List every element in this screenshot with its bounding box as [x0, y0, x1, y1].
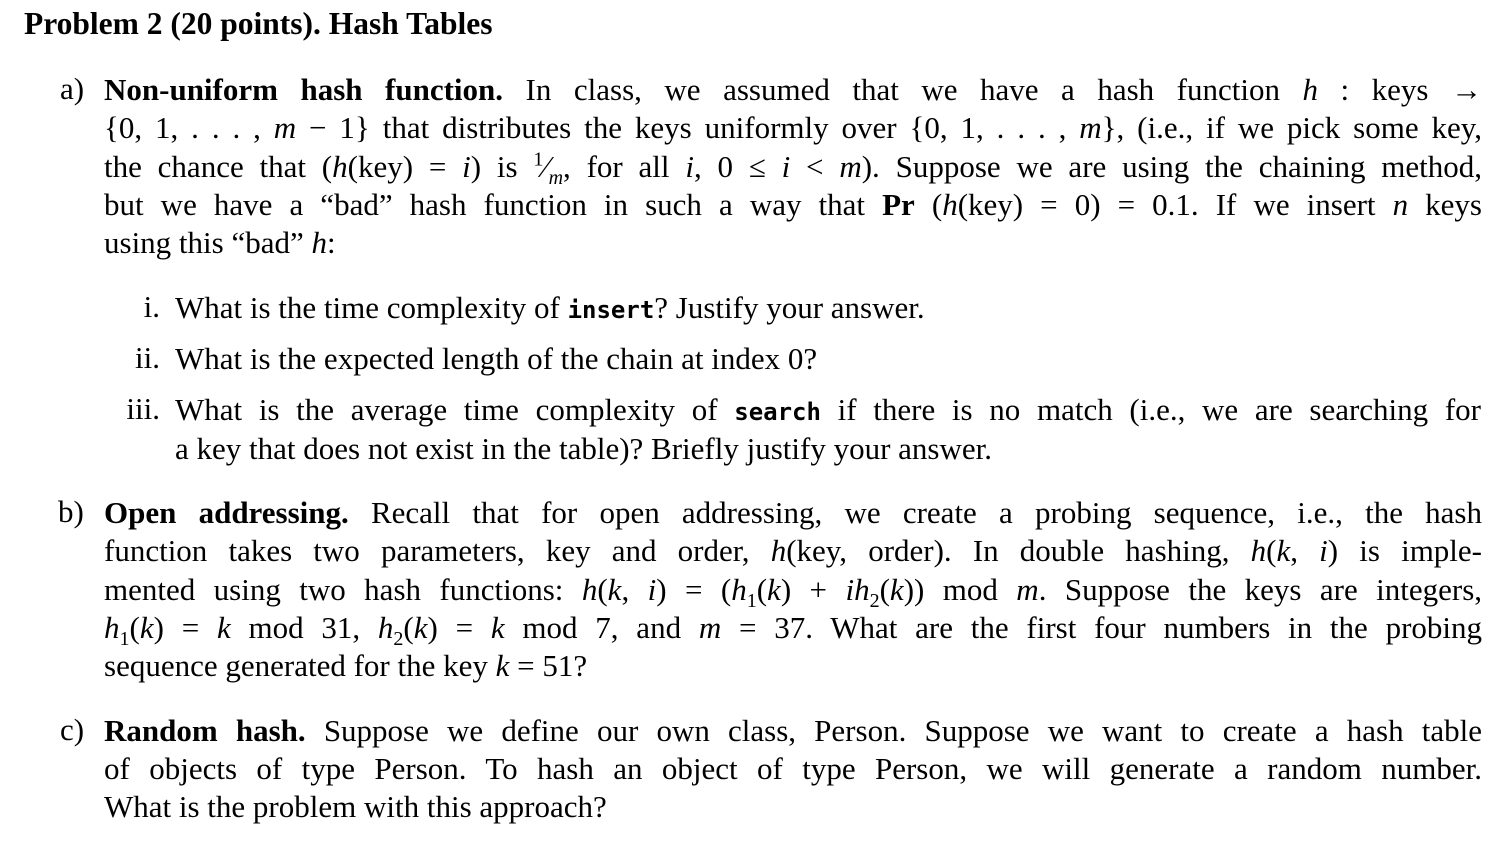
subpart-iii-text-1: What is the average time complexity of search if there is no match (i.e., we are searching for: [175, 392, 1481, 427]
part-b-line-3: mented using two hash functions: h(k, $i) = (h_1(k) + ih_2(k))$ mod m. Suppose the keys are integers,: [104, 572, 1483, 613]
part-a-line-5: using this “bad” h:: [104, 225, 336, 260]
part-c-line-3: What is the problem with this approach?: [104, 789, 607, 824]
subpart-i-label: i.: [143, 289, 160, 324]
part-a-label: a): [60, 71, 85, 106]
subpart-iii-label: iii.: [126, 391, 160, 426]
subpart-i-text: What is the time complexity of insert? Justify your answer.: [175, 290, 925, 325]
problem-title: Problem 2 (20 points). Hash Tables: [24, 6, 493, 41]
part-a-line-2: {0, 1, . . . , m − 1} that distributes the keys uniformly over {0, 1, . . . , m}, (i.e., if we pick some key,: [104, 110, 1482, 145]
part-a-line-1: Non-uniform hash function. In class, we assumed that we have a hash function h : keys →: [104, 72, 1483, 107]
subpart-iii-text-2: a key that does not exist in the table)? Briefly justify your answer.: [175, 431, 992, 466]
part-c-line-2: of objects of type Person. To hash an object of type Person, we will generate a random number.: [104, 751, 1482, 786]
part-b-line-2: function takes two parameters, key and order, h(key, order). In double hashing, h(k, i) is imple-: [104, 533, 1483, 568]
part-b-line-1: Open addressing. Recall that for open addressing, we create a probing sequence, i.e., the hash: [104, 495, 1482, 530]
part-a-line-4: but we have a “bad” hash function in such a way that Pr (h(key) = 0) = 0.1. If we insert n keys: [104, 187, 1483, 222]
part-b-line-4: $h_1(k) = k$ mod 31, $h_2(k) = k$ mod 7, and m = 37. What are the first four numbers in the probing: [104, 610, 1483, 651]
subpart-ii-text: What is the expected length of the chain at index 0?: [175, 341, 818, 376]
part-b-line-5: sequence generated for the key k = 51?: [104, 648, 588, 683]
part-a-line-3: the chance that (h(key) = i) is $^1⁄_m$, for all i, 0 ≤ i < m). Suppose we are using the chaining method,: [104, 148, 1483, 190]
part-b-label: b): [58, 494, 84, 529]
part-c-label: c): [60, 712, 85, 747]
subpart-ii-label: ii.: [135, 340, 160, 375]
part-c-line-1: Random hash. Suppose we define our own class, Person. Suppose we want to create a hash table: [104, 713, 1482, 748]
